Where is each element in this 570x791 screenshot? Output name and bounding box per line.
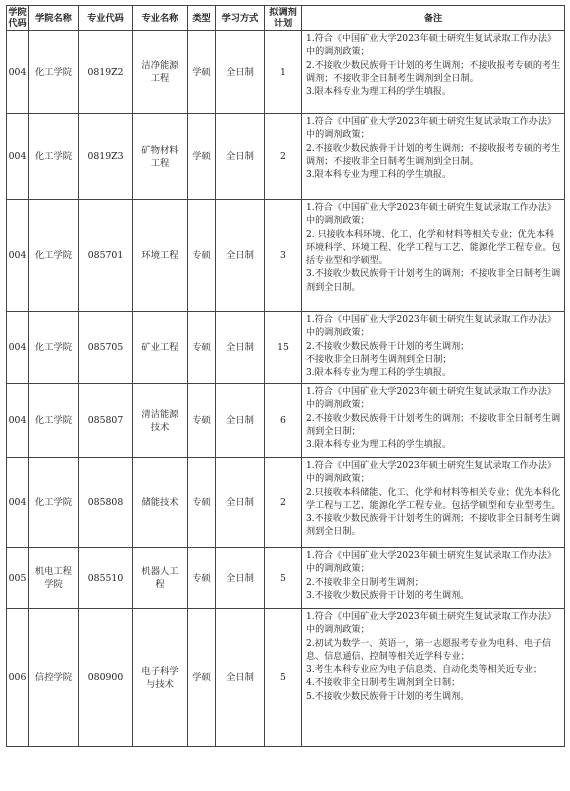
major-name-cell: 矿物材料 工程: [133, 114, 188, 200]
plan-count-cell: 5: [265, 609, 302, 747]
table-row: [7, 458, 565, 548]
major-code-cell: 0819Z3: [79, 114, 133, 200]
note-line: 2.不接收少数民族骨干计划的考生调剂；不接收报考专硕的考生调剂；不接收非全日制考生调剂到全日制。: [306, 60, 561, 84]
plan-count-cell: 5: [265, 548, 302, 609]
study-mode-cell: 全日制: [216, 458, 265, 548]
note-line: 2.不接收非全日制考生调剂；: [306, 577, 424, 588]
note-line: 3.限本科专业为理工科的学生填报。: [306, 170, 452, 181]
major-code-cell: 085510: [79, 548, 133, 609]
college-code-cell: 004: [7, 200, 29, 312]
college-code-cell: 005: [7, 548, 29, 609]
college-name-cell: 化工学院: [29, 200, 79, 312]
study-mode-cell: 全日制: [216, 114, 265, 200]
adjustment-plan-table: [6, 5, 565, 747]
college-name-cell: 化工学院: [29, 31, 79, 114]
notes-cell: [302, 458, 565, 548]
header-college-code-text: 学院 代码: [8, 7, 27, 29]
note-line: 3.考生本科专业应为电子信息类、自动化类等相关近专业；: [306, 665, 543, 676]
note-line: 3.不接收少数民族骨干计划的考生调剂。: [306, 590, 470, 601]
major-code-cell: 085808: [79, 458, 133, 548]
note-line: 3.限本科专业为理工科的学生填报。: [306, 87, 452, 98]
note-line: 1.符合《中国矿业大学2023年硕士研究生复试录取工作办法》中的调剂政策；: [306, 612, 557, 636]
major-name-cell: 环境工程: [133, 200, 188, 312]
degree-type-cell: 专硕: [188, 312, 216, 384]
college-name-cell: 信控学院: [29, 609, 79, 747]
note-line: 2. 只接收本科环境、化工、化学和材料等相关专业；优先本科环境科学、环境工程、化学工程与工艺、能源化学工程专业。包括专业型和学硕型。: [306, 229, 561, 267]
table-row: [7, 548, 565, 609]
note-line: 不接收非全日制考生调剂到全日制；: [306, 354, 452, 365]
major-code-cell: 085701: [79, 200, 133, 312]
major-name-cell: 储能技术: [133, 458, 188, 548]
notes-cell: [302, 609, 565, 747]
note-line: 2.初试为数学一、英语一，第一志愿报考专业为电科、电子信息、信息通信、控制等相关近学科专业；: [306, 638, 552, 662]
plan-count-cell: 3: [265, 200, 302, 312]
plan-count-cell: 15: [265, 312, 302, 384]
study-mode-cell: 全日制: [216, 548, 265, 609]
major-code-cell: 085705: [79, 312, 133, 384]
header-type: 类型: [188, 6, 216, 31]
degree-type-cell: 专硕: [188, 384, 216, 458]
header-notes: 备注: [302, 6, 565, 31]
page-bottom-margin: [150, 776, 310, 791]
header-study-mode: 学习方式: [216, 6, 265, 31]
major-name-cell: 机器人工 程: [133, 548, 188, 609]
note-line: 2.只接收本科储能、化工、化学和材料等相关专业；优先本科化学工程与工艺、能源化学工程专业。包括学硕型和专业型考生。: [306, 487, 561, 511]
header-college-code: [7, 6, 29, 31]
college-code-cell: 004: [7, 312, 29, 384]
study-mode-cell: 全日制: [216, 31, 265, 114]
major-name-cell: 清洁能源 技术: [133, 384, 188, 458]
notes-cell: [302, 114, 565, 200]
college-code-cell: 004: [7, 114, 29, 200]
notes-cell: [302, 384, 565, 458]
plan-count-cell: 6: [265, 384, 302, 458]
note-line: 2.不接收少数民族骨干计划考生的调剂；不接收非全日制考生调剂到全日制；: [306, 413, 561, 437]
college-code-cell: 004: [7, 458, 29, 548]
note-line: 5.不接收少数民族骨干计划的考生调剂。: [306, 691, 470, 702]
study-mode-cell: 全日制: [216, 200, 265, 312]
major-name-cell: 矿业工程: [133, 312, 188, 384]
major-code-cell: 085807: [79, 384, 133, 458]
college-code-cell: 004: [7, 384, 29, 458]
college-name-cell: 化工学院: [29, 384, 79, 458]
degree-type-cell: 学硕: [188, 31, 216, 114]
plan-count-cell: 1: [265, 31, 302, 114]
notes-cell: [302, 548, 565, 609]
table-row: [7, 312, 565, 384]
college-name-cell: 化工学院: [29, 458, 79, 548]
college-code-cell: 006: [7, 609, 29, 747]
note-line: 3.不接收少数民族骨干计划考生的调剂；不接收非全日制考生调剂到全日制。: [306, 514, 561, 538]
table-row: [7, 384, 565, 458]
note-line: 4.不接收非全日制考生调剂到全日制；: [306, 678, 461, 689]
header-major-name: 专业名称: [133, 6, 188, 31]
study-mode-cell: 全日制: [216, 609, 265, 747]
plan-count-cell: 2: [265, 114, 302, 200]
study-mode-cell: 全日制: [216, 384, 265, 458]
note-line: 3.限本科专业为理工科的学生填报。: [306, 368, 452, 379]
note-line: 1.符合《中国矿业大学2023年硕士研究生复试录取工作办法》中的调剂政策；: [306, 117, 557, 141]
degree-type-cell: 专硕: [188, 458, 216, 548]
note-line: 1.符合《中国矿业大学2023年硕士研究生复试录取工作办法》中的调剂政策；: [306, 461, 557, 485]
note-line: 1.符合《中国矿业大学2023年硕士研究生复试录取工作办法》中的调剂政策；: [306, 34, 557, 58]
degree-type-cell: 学硕: [188, 609, 216, 747]
notes-cell: [302, 200, 565, 312]
note-line: 2.不接收少数民族骨干计划的考生调剂；不接收报考专硕的考生调剂；不接收非全日制考生调剂到全日制。: [306, 143, 561, 167]
note-line: 1.符合《中国矿业大学2023年硕士研究生复试录取工作办法》中的调剂政策；: [306, 203, 557, 227]
note-line: 1.符合《中国矿业大学2023年硕士研究生复试录取工作办法》中的调剂政策；: [306, 315, 557, 339]
note-line: 1.符合《中国矿业大学2023年硕士研究生复试录取工作办法》中的调剂政策；: [306, 551, 557, 575]
notes-cell: [302, 312, 565, 384]
header-plan-text: 拟调剂 计划: [269, 7, 297, 29]
table-row: [7, 200, 565, 312]
table-row: [7, 31, 565, 114]
header-plan: [265, 6, 302, 31]
note-line: 1.符合《中国矿业大学2023年硕士研究生复试录取工作办法》中的调剂政策；: [306, 387, 557, 411]
major-code-cell: 0819Z2: [79, 31, 133, 114]
notes-cell: [302, 31, 565, 114]
header-row: [7, 6, 565, 31]
degree-type-cell: 学硕: [188, 114, 216, 200]
note-line: 3.限本科专业为理工科的学生填报。: [306, 440, 452, 451]
table-row: [7, 114, 565, 200]
header-major-code: 专业代码: [79, 6, 133, 31]
major-name-cell: 电子科学 与技术: [133, 609, 188, 747]
major-name-cell: 洁净能源 工程: [133, 31, 188, 114]
note-line: 3.不接收少数民族骨干计划考生的调剂；不接收非全日制考生调剂到全日制。: [306, 269, 561, 293]
plan-count-cell: 2: [265, 458, 302, 548]
degree-type-cell: 专硕: [188, 200, 216, 312]
note-line: 2.不接收少数民族骨干计划的考生调剂；: [306, 341, 470, 352]
college-code-cell: 004: [7, 31, 29, 114]
table-row: [7, 609, 565, 747]
degree-type-cell: 专硕: [188, 548, 216, 609]
study-mode-cell: 全日制: [216, 312, 265, 384]
major-code-cell: 080900: [79, 609, 133, 747]
college-name-cell: 化工学院: [29, 312, 79, 384]
college-name-cell: 机电工程 学院: [29, 548, 79, 609]
college-name-cell: 化工学院: [29, 114, 79, 200]
header-college-name: 学院名称: [29, 6, 79, 31]
